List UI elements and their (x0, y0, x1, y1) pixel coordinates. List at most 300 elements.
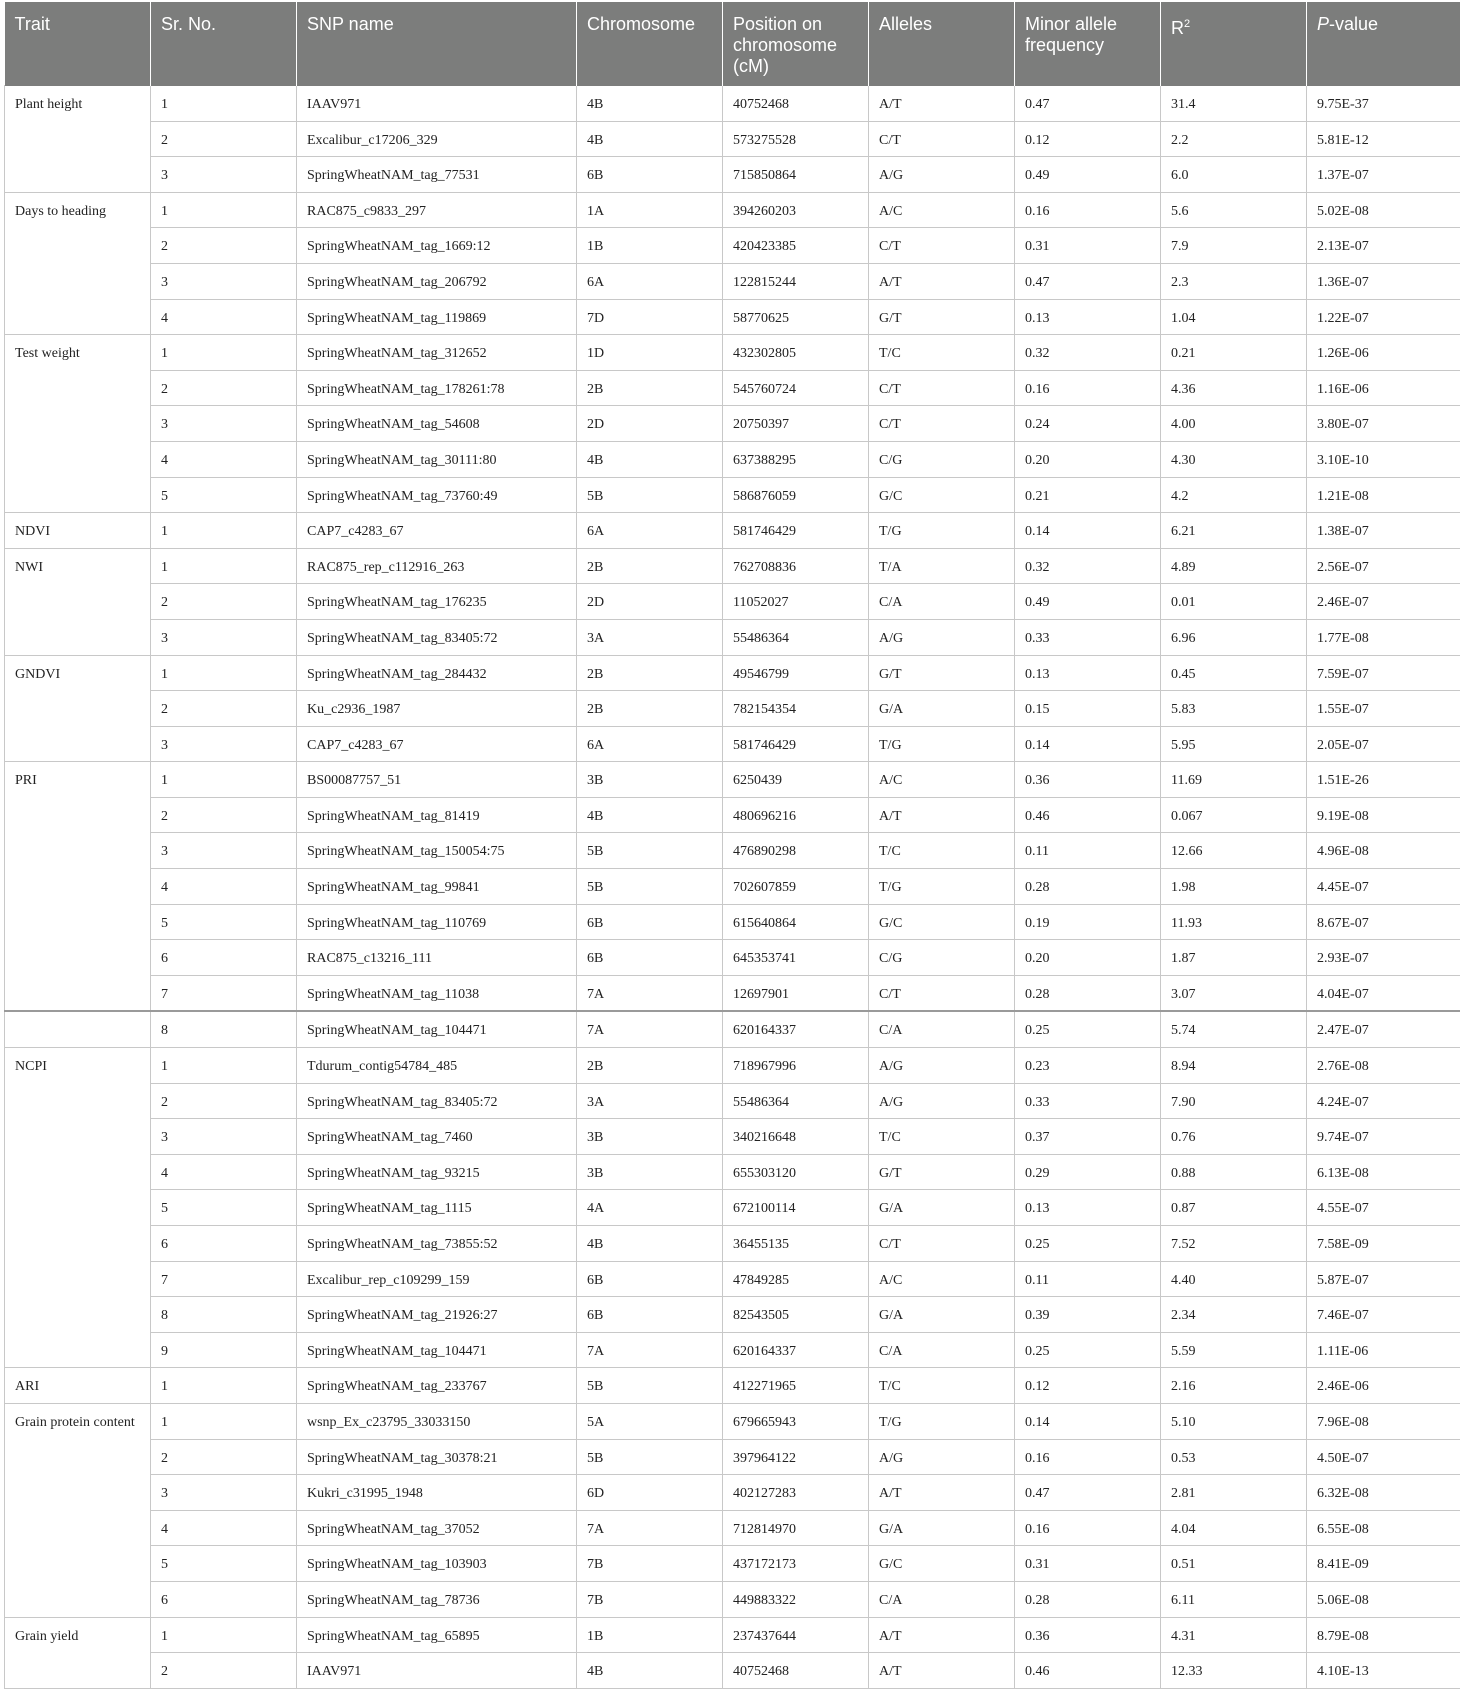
table-row (5, 121, 1460, 157)
p-value-cell: 2.76E-08 (1307, 1048, 1460, 1084)
maf-cell: 0.16 (1015, 1510, 1161, 1546)
table-row (5, 370, 1460, 406)
snp-name-cell: SpringWheatNAM_tag_110769 (297, 904, 577, 940)
trait-cell: Days to heading (5, 192, 151, 334)
maf-cell: 0.14 (1015, 1403, 1161, 1439)
table-row (5, 192, 1460, 228)
maf-cell: 0.39 (1015, 1297, 1161, 1333)
position-cell: 712814970 (723, 1510, 869, 1546)
position-cell: 620164337 (723, 1011, 869, 1047)
position-cell: 340216648 (723, 1119, 869, 1155)
sr-no-cell: 1 (151, 1403, 297, 1439)
sr-no-cell: 3 (151, 1119, 297, 1155)
maf-cell: 0.11 (1015, 833, 1161, 869)
sr-no-cell: 4 (151, 869, 297, 905)
p-value-cell: 6.32E-08 (1307, 1475, 1460, 1511)
snp-name-cell: Kukri_c31995_1948 (297, 1475, 577, 1511)
r2-cell: 4.40 (1161, 1261, 1307, 1297)
maf-cell: 0.14 (1015, 726, 1161, 762)
alleles-cell: A/T (869, 86, 1015, 122)
trait-cell: PRI (5, 762, 151, 1012)
snp-name-cell: SpringWheatNAM_tag_73855:52 (297, 1226, 577, 1262)
table-body (5, 86, 1460, 1689)
table-row (5, 904, 1460, 940)
snp-name-cell: SpringWheatNAM_tag_83405:72 (297, 619, 577, 655)
table-row (5, 619, 1460, 655)
p-value-cell: 1.77E-08 (1307, 619, 1460, 655)
alleles-cell: A/G (869, 157, 1015, 193)
maf-cell: 0.12 (1015, 1368, 1161, 1404)
r2-cell: 6.0 (1161, 157, 1307, 193)
chromosome-cell: 6D (577, 1475, 723, 1511)
maf-cell: 0.47 (1015, 86, 1161, 122)
p-value-cell: 4.45E-07 (1307, 869, 1460, 905)
chromosome-cell: 6A (577, 513, 723, 549)
position-cell: 449883322 (723, 1581, 869, 1617)
p-value-cell: 7.59E-07 (1307, 655, 1460, 691)
position-cell: 58770625 (723, 299, 869, 335)
table-row (5, 1011, 1460, 1047)
snp-name-cell: SpringWheatNAM_tag_93215 (297, 1154, 577, 1190)
p-value-cell: 4.96E-08 (1307, 833, 1460, 869)
sr-no-cell: 2 (151, 584, 297, 620)
r2-cell: 5.95 (1161, 726, 1307, 762)
position-cell: 480696216 (723, 797, 869, 833)
snp-name-cell: RAC875_c13216_111 (297, 940, 577, 976)
position-cell: 237437644 (723, 1617, 869, 1653)
table-row (5, 1190, 1460, 1226)
snp-name-cell: SpringWheatNAM_tag_284432 (297, 655, 577, 691)
snp-name-cell: SpringWheatNAM_tag_30378:21 (297, 1439, 577, 1475)
sr-no-cell: 1 (151, 1048, 297, 1084)
p-value-cell: 4.10E-13 (1307, 1653, 1460, 1689)
snp-name-cell: SpringWheatNAM_tag_103903 (297, 1546, 577, 1582)
p-value-cell: 2.56E-07 (1307, 548, 1460, 584)
snp-name-cell: SpringWheatNAM_tag_104471 (297, 1011, 577, 1047)
sr-no-cell: 3 (151, 726, 297, 762)
maf-cell: 0.32 (1015, 548, 1161, 584)
p-value-cell: 6.13E-08 (1307, 1154, 1460, 1190)
alleles-cell: G/C (869, 477, 1015, 513)
position-cell: 11052027 (723, 584, 869, 620)
p-value-cell: 7.96E-08 (1307, 1403, 1460, 1439)
sr-no-cell: 7 (151, 1261, 297, 1297)
p-value-cell: 1.26E-06 (1307, 335, 1460, 371)
chromosome-cell: 1D (577, 335, 723, 371)
r2-cell: 4.04 (1161, 1510, 1307, 1546)
p-value-cell: 3.10E-10 (1307, 441, 1460, 477)
chromosome-cell: 4B (577, 1226, 723, 1262)
maf-cell: 0.46 (1015, 1653, 1161, 1689)
chromosome-cell: 6B (577, 904, 723, 940)
table-row (5, 1226, 1460, 1262)
p-value-cell: 2.13E-07 (1307, 228, 1460, 264)
header-row (5, 2, 1460, 86)
snp-name-cell: SpringWheatNAM_tag_1115 (297, 1190, 577, 1226)
chromosome-cell: 5B (577, 1439, 723, 1475)
snp-name-cell: Excalibur_c17206_329 (297, 121, 577, 157)
snp-name-cell: SpringWheatNAM_tag_1669:12 (297, 228, 577, 264)
alleles-cell: A/T (869, 1617, 1015, 1653)
sr-no-cell: 1 (151, 655, 297, 691)
snp-name-cell: SpringWheatNAM_tag_312652 (297, 335, 577, 371)
sr-no-cell: 2 (151, 691, 297, 727)
chromosome-cell: 4A (577, 1190, 723, 1226)
r2-cell: 0.88 (1161, 1154, 1307, 1190)
table-row (5, 869, 1460, 905)
maf-cell: 0.16 (1015, 192, 1161, 228)
table-row (5, 1048, 1460, 1084)
position-cell: 581746429 (723, 513, 869, 549)
snp-name-cell: SpringWheatNAM_tag_206792 (297, 263, 577, 299)
sr-no-cell: 1 (151, 548, 297, 584)
snp-name-cell: Excalibur_rep_c109299_159 (297, 1261, 577, 1297)
maf-cell: 0.47 (1015, 1475, 1161, 1511)
r2-cell: 1.98 (1161, 869, 1307, 905)
snp-name-cell: Tdurum_contig54784_485 (297, 1048, 577, 1084)
table-row (5, 1368, 1460, 1404)
header-snp-name: SNP name (297, 2, 577, 86)
trait-cell: NDVI (5, 513, 151, 549)
chromosome-cell: 5B (577, 833, 723, 869)
sr-no-cell: 2 (151, 1653, 297, 1689)
table-row (5, 833, 1460, 869)
alleles-cell: G/T (869, 655, 1015, 691)
maf-cell: 0.19 (1015, 904, 1161, 940)
alleles-cell: A/C (869, 762, 1015, 798)
position-cell: 397964122 (723, 1439, 869, 1475)
alleles-cell: T/G (869, 1403, 1015, 1439)
table-row (5, 1439, 1460, 1475)
table-row (5, 975, 1460, 1011)
table-row (5, 1581, 1460, 1617)
table-row (5, 1546, 1460, 1582)
chromosome-cell: 4B (577, 86, 723, 122)
p-value-cell: 1.22E-07 (1307, 299, 1460, 335)
r2-cell: 5.6 (1161, 192, 1307, 228)
alleles-cell: G/A (869, 1190, 1015, 1226)
r2-cell: 0.067 (1161, 797, 1307, 833)
snp-name-cell: SpringWheatNAM_tag_83405:72 (297, 1083, 577, 1119)
p-value-cell: 2.46E-06 (1307, 1368, 1460, 1404)
table-row (5, 1119, 1460, 1155)
alleles-cell: T/C (869, 1119, 1015, 1155)
alleles-cell: C/T (869, 228, 1015, 264)
sr-no-cell: 4 (151, 1510, 297, 1546)
sr-no-cell: 2 (151, 1439, 297, 1475)
r2-cell: 7.90 (1161, 1083, 1307, 1119)
maf-cell: 0.49 (1015, 157, 1161, 193)
maf-cell: 0.24 (1015, 406, 1161, 442)
table-row (5, 441, 1460, 477)
trait-cell: Plant height (5, 86, 151, 193)
maf-cell: 0.25 (1015, 1226, 1161, 1262)
alleles-cell: C/T (869, 406, 1015, 442)
table-row (5, 335, 1460, 371)
sr-no-cell: 5 (151, 1546, 297, 1582)
sr-no-cell: 5 (151, 904, 297, 940)
r2-cell: 31.4 (1161, 86, 1307, 122)
alleles-cell: G/C (869, 1546, 1015, 1582)
p-value-cell: 4.04E-07 (1307, 975, 1460, 1011)
r2-cell: 4.30 (1161, 441, 1307, 477)
position-cell: 581746429 (723, 726, 869, 762)
r2-cell: 0.45 (1161, 655, 1307, 691)
maf-cell: 0.25 (1015, 1011, 1161, 1047)
alleles-cell: A/T (869, 1653, 1015, 1689)
p-value-cell: 2.05E-07 (1307, 726, 1460, 762)
table-row (5, 655, 1460, 691)
maf-cell: 0.31 (1015, 1546, 1161, 1582)
maf-cell: 0.36 (1015, 1617, 1161, 1653)
position-cell: 545760724 (723, 370, 869, 406)
p-value-cell: 2.46E-07 (1307, 584, 1460, 620)
chromosome-cell: 7D (577, 299, 723, 335)
position-cell: 432302805 (723, 335, 869, 371)
table-row (5, 940, 1460, 976)
r2-cell: 4.36 (1161, 370, 1307, 406)
p-value-cell: 1.51E-26 (1307, 762, 1460, 798)
alleles-cell: C/T (869, 121, 1015, 157)
chromosome-cell: 5A (577, 1403, 723, 1439)
header-sr-no: Sr. No. (151, 2, 297, 86)
r2-cell: 6.11 (1161, 1581, 1307, 1617)
maf-cell: 0.20 (1015, 441, 1161, 477)
alleles-cell: C/T (869, 1226, 1015, 1262)
maf-cell: 0.16 (1015, 1439, 1161, 1475)
table-row (5, 1083, 1460, 1119)
table-row (5, 762, 1460, 798)
chromosome-cell: 3A (577, 1083, 723, 1119)
table-row (5, 263, 1460, 299)
r2-cell: 2.81 (1161, 1475, 1307, 1511)
alleles-cell: C/G (869, 441, 1015, 477)
p-value-cell: 6.55E-08 (1307, 1510, 1460, 1546)
p-value-cell: 1.36E-07 (1307, 263, 1460, 299)
r2-cell: 1.87 (1161, 940, 1307, 976)
p-value-cell: 1.11E-06 (1307, 1332, 1460, 1368)
p-value-cell: 7.58E-09 (1307, 1226, 1460, 1262)
r2-cell: 11.69 (1161, 762, 1307, 798)
header-r2 (1161, 2, 1307, 86)
maf-cell: 0.36 (1015, 762, 1161, 798)
sr-no-cell: 3 (151, 833, 297, 869)
maf-cell: 0.33 (1015, 1083, 1161, 1119)
alleles-cell: A/T (869, 797, 1015, 833)
sr-no-cell: 1 (151, 762, 297, 798)
snp-name-cell: SpringWheatNAM_tag_54608 (297, 406, 577, 442)
chromosome-cell: 2B (577, 691, 723, 727)
r2-cell: 5.74 (1161, 1011, 1307, 1047)
r2-cell: 5.59 (1161, 1332, 1307, 1368)
alleles-cell: T/A (869, 548, 1015, 584)
alleles-cell: T/G (869, 726, 1015, 762)
alleles-cell: G/A (869, 1510, 1015, 1546)
sr-no-cell: 7 (151, 975, 297, 1011)
alleles-cell: T/G (869, 869, 1015, 905)
maf-cell: 0.21 (1015, 477, 1161, 513)
p-value-cell: 1.55E-07 (1307, 691, 1460, 727)
maf-cell: 0.23 (1015, 1048, 1161, 1084)
chromosome-cell: 4B (577, 1653, 723, 1689)
header-p-value (1307, 2, 1460, 86)
position-cell: 40752468 (723, 1653, 869, 1689)
position-cell: 672100114 (723, 1190, 869, 1226)
chromosome-cell: 3A (577, 619, 723, 655)
sr-no-cell: 2 (151, 1083, 297, 1119)
p-value-cell: 2.47E-07 (1307, 1011, 1460, 1047)
table-row (5, 1510, 1460, 1546)
r2-cell: 4.00 (1161, 406, 1307, 442)
header-maf: Minor allele frequency (1015, 2, 1161, 86)
snp-name-cell: SpringWheatNAM_tag_150054:75 (297, 833, 577, 869)
sr-no-cell: 8 (151, 1297, 297, 1333)
snp-name-cell: RAC875_c9833_297 (297, 192, 577, 228)
snp-name-cell: CAP7_c4283_67 (297, 726, 577, 762)
p-value-cell: 8.67E-07 (1307, 904, 1460, 940)
r2-cell: 11.93 (1161, 904, 1307, 940)
snp-name-cell: SpringWheatNAM_tag_65895 (297, 1617, 577, 1653)
p-value-cell: 1.38E-07 (1307, 513, 1460, 549)
position-cell: 782154354 (723, 691, 869, 727)
chromosome-cell: 7A (577, 1011, 723, 1047)
table-row (5, 584, 1460, 620)
snp-association-table (4, 2, 1460, 1689)
r2-cell: 5.83 (1161, 691, 1307, 727)
position-cell: 715850864 (723, 157, 869, 193)
p-value-cell: 4.50E-07 (1307, 1439, 1460, 1475)
alleles-cell: G/A (869, 691, 1015, 727)
position-cell: 49546799 (723, 655, 869, 691)
trait-cell: Test weight (5, 335, 151, 513)
maf-cell: 0.13 (1015, 1190, 1161, 1226)
position-cell: 718967996 (723, 1048, 869, 1084)
header-p-italic: P (1317, 14, 1329, 34)
maf-cell: 0.28 (1015, 975, 1161, 1011)
alleles-cell: C/T (869, 975, 1015, 1011)
snp-name-cell: SpringWheatNAM_tag_233767 (297, 1368, 577, 1404)
maf-cell: 0.32 (1015, 335, 1161, 371)
r2-cell: 2.34 (1161, 1297, 1307, 1333)
header-trait: Trait (5, 2, 151, 86)
maf-cell: 0.49 (1015, 584, 1161, 620)
table-row (5, 513, 1460, 549)
table-row (5, 157, 1460, 193)
r2-cell: 0.76 (1161, 1119, 1307, 1155)
snp-name-cell: Ku_c2936_1987 (297, 691, 577, 727)
position-cell: 437172173 (723, 1546, 869, 1582)
snp-name-cell: CAP7_c4283_67 (297, 513, 577, 549)
chromosome-cell: 2B (577, 1048, 723, 1084)
position-cell: 573275528 (723, 121, 869, 157)
alleles-cell: A/G (869, 1439, 1015, 1475)
r2-cell: 0.53 (1161, 1439, 1307, 1475)
sr-no-cell: 1 (151, 1617, 297, 1653)
position-cell: 762708836 (723, 548, 869, 584)
maf-cell: 0.46 (1015, 797, 1161, 833)
r2-cell: 3.07 (1161, 975, 1307, 1011)
alleles-cell: T/C (869, 1368, 1015, 1404)
p-value-cell: 5.06E-08 (1307, 1581, 1460, 1617)
position-cell: 47849285 (723, 1261, 869, 1297)
sr-no-cell: 3 (151, 263, 297, 299)
table-row (5, 691, 1460, 727)
r2-cell: 5.10 (1161, 1403, 1307, 1439)
trait-cell: NCPI (5, 1048, 151, 1368)
position-cell: 394260203 (723, 192, 869, 228)
snp-name-cell: SpringWheatNAM_tag_21926:27 (297, 1297, 577, 1333)
chromosome-cell: 1A (577, 192, 723, 228)
table-row (5, 1297, 1460, 1333)
sr-no-cell: 2 (151, 121, 297, 157)
table-row (5, 1617, 1460, 1653)
trait-cell: GNDVI (5, 655, 151, 762)
sr-no-cell: 5 (151, 477, 297, 513)
trait-cell (5, 1011, 151, 1047)
position-cell: 36455135 (723, 1226, 869, 1262)
r2-cell: 0.87 (1161, 1190, 1307, 1226)
alleles-cell: G/C (869, 904, 1015, 940)
r2-cell: 7.9 (1161, 228, 1307, 264)
sr-no-cell: 1 (151, 86, 297, 122)
snp-name-cell: SpringWheatNAM_tag_30111:80 (297, 441, 577, 477)
position-cell: 586876059 (723, 477, 869, 513)
r2-cell: 6.21 (1161, 513, 1307, 549)
alleles-cell: T/G (869, 513, 1015, 549)
chromosome-cell: 2B (577, 548, 723, 584)
r2-cell: 2.2 (1161, 121, 1307, 157)
position-cell: 655303120 (723, 1154, 869, 1190)
alleles-cell: G/A (869, 1297, 1015, 1333)
maf-cell: 0.37 (1015, 1119, 1161, 1155)
sr-no-cell: 3 (151, 619, 297, 655)
p-value-cell: 2.93E-07 (1307, 940, 1460, 976)
sr-no-cell: 1 (151, 1368, 297, 1404)
chromosome-cell: 6A (577, 726, 723, 762)
position-cell: 702607859 (723, 869, 869, 905)
chromosome-cell: 1B (577, 228, 723, 264)
chromosome-cell: 7B (577, 1546, 723, 1582)
trait-cell: Grain protein content (5, 1403, 151, 1617)
table-row (5, 86, 1460, 122)
alleles-cell: C/A (869, 1332, 1015, 1368)
position-cell: 412271965 (723, 1368, 869, 1404)
position-cell: 420423385 (723, 228, 869, 264)
header-alleles: Alleles (869, 2, 1015, 86)
snp-name-cell: SpringWheatNAM_tag_119869 (297, 299, 577, 335)
maf-cell: 0.20 (1015, 940, 1161, 976)
position-cell: 679665943 (723, 1403, 869, 1439)
position-cell: 402127283 (723, 1475, 869, 1511)
snp-name-cell: SpringWheatNAM_tag_77531 (297, 157, 577, 193)
header-chromosome: Chromosome (577, 2, 723, 86)
r2-cell: 8.94 (1161, 1048, 1307, 1084)
table-row (5, 406, 1460, 442)
sr-no-cell: 6 (151, 940, 297, 976)
maf-cell: 0.31 (1015, 228, 1161, 264)
p-value-cell: 3.80E-07 (1307, 406, 1460, 442)
snp-name-cell: SpringWheatNAM_tag_78736 (297, 1581, 577, 1617)
snp-name-cell: wsnp_Ex_c23795_33033150 (297, 1403, 577, 1439)
position-cell: 82543505 (723, 1297, 869, 1333)
p-value-cell: 5.81E-12 (1307, 121, 1460, 157)
chromosome-cell: 6A (577, 263, 723, 299)
table-row (5, 299, 1460, 335)
chromosome-cell: 3B (577, 1119, 723, 1155)
sr-no-cell: 3 (151, 1475, 297, 1511)
maf-cell: 0.25 (1015, 1332, 1161, 1368)
sr-no-cell: 8 (151, 1011, 297, 1047)
